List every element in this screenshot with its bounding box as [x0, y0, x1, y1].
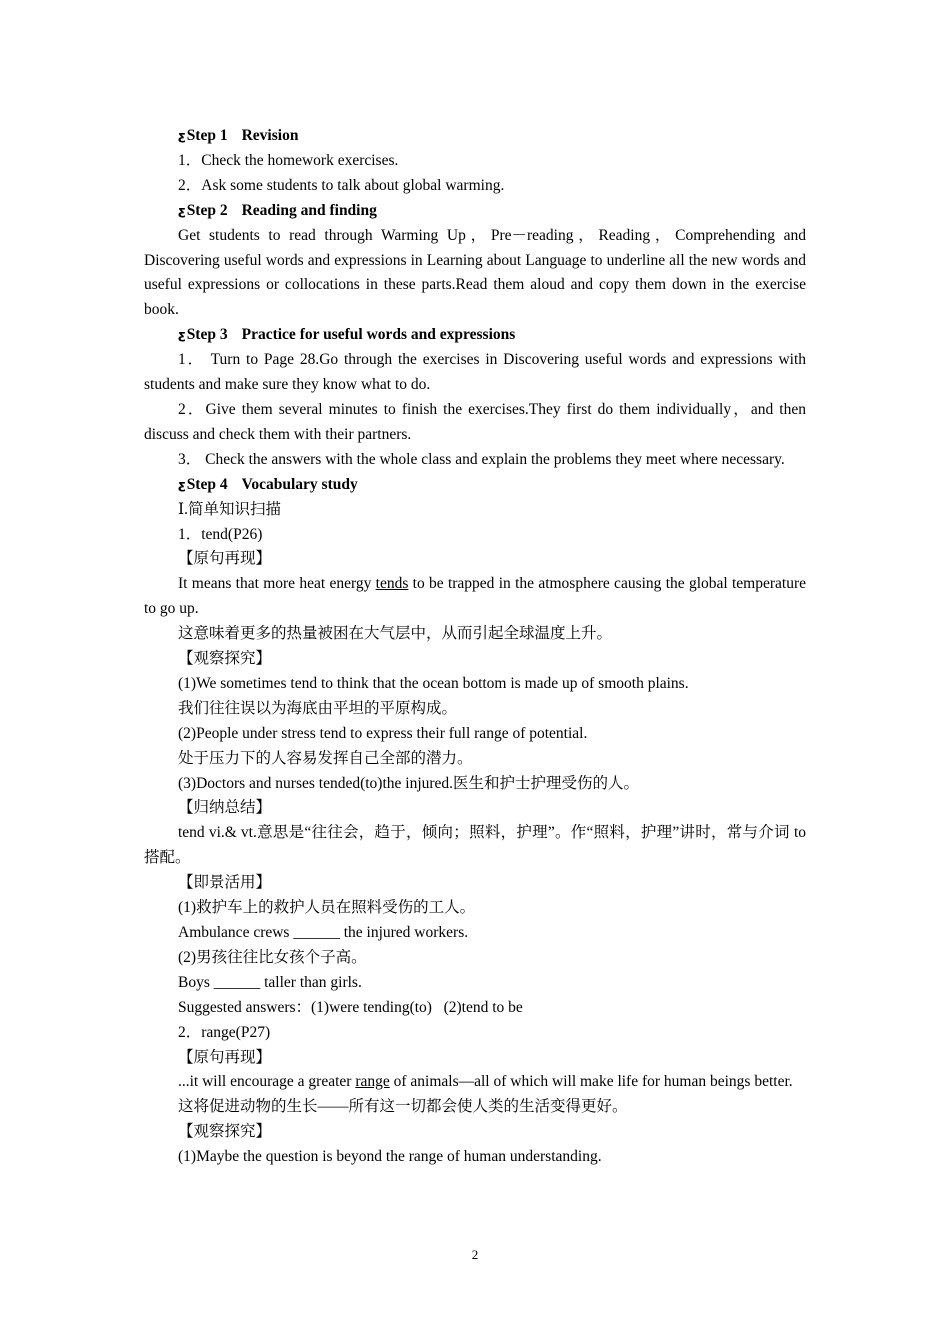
step-title: Step 4 [186, 475, 228, 493]
step-name: Vocabulary study [241, 475, 358, 493]
step-marker-icon: ƹ [178, 129, 186, 143]
step3-item-2: 2．Give them several minutes to finish the exercises.They first do them individually，and then discuss and check them with their partners. [144, 400, 806, 443]
step2-paragraph: Get students to read through Warming Up，Pre－reading，Reading，Comprehending and Discovering useful words and expressions in Learning about Language to underline all the new words and useful expressions or collocations in these parts.Read them aloud and copy them down in the exercise book. [144, 226, 806, 319]
step2-heading [144, 199, 806, 224]
step3-item-3: 3． Check the answers with the whole class and explain the problems they meet where necessary. [178, 450, 785, 468]
tend-label-observe: 【观察探究】 [178, 650, 272, 668]
page-content [144, 124, 806, 1170]
step1-heading [144, 124, 806, 149]
tend-heading: 1．tend(P26) [178, 525, 263, 543]
step-title: Step 2 [186, 201, 228, 219]
tend-question-1-translation: (1)救护车上的救护人员在照料受伤的工人。 [178, 899, 476, 917]
tend-question-2: Boys ______ taller than girls. [178, 973, 362, 991]
step-marker-icon: ƹ [178, 477, 186, 492]
tend-label-original: 【原句再现】 [178, 550, 272, 568]
range-heading: 2．range(P27) [178, 1023, 271, 1041]
tend-example-3: (3)Doctors and nurses tended(to)the injured.医生和护士护理受伤的人。 [178, 774, 640, 792]
step-name: Revision [241, 127, 299, 144]
step3-heading [144, 323, 806, 348]
step4-heading [144, 473, 806, 498]
tend-example-1: (1)We sometimes tend to think that the ocean bottom is made up of smooth plains. [178, 674, 689, 692]
tend-example-1-translation: 我们往往误以为海底由平坦的平原构成。 [178, 699, 458, 717]
range-original-translation: 这将促进动物的生长——所有这一切都会使人类的生活变得更好。 [178, 1098, 628, 1116]
range-label-original: 【原句再现】 [178, 1048, 272, 1066]
tend-example-2: (2)People under stress tend to express their full range of potential. [178, 724, 588, 742]
section-heading: Ⅰ.简单知识扫描 [178, 500, 281, 518]
tend-label-summary: 【归纳总结】 [178, 799, 272, 817]
underlined-word: range [355, 1073, 390, 1091]
step-title: Step 1 [186, 127, 228, 144]
tend-original-sentence: It means that more heat energy tends to be trapped in the atmosphere causing the global temperature to go up. [144, 575, 806, 618]
step-marker-icon: ƹ [178, 328, 186, 343]
range-example-1: (1)Maybe the question is beyond the range of human understanding. [178, 1148, 602, 1166]
tend-example-2-translation: 处于压力下的人容易发挥自己全部的潜力。 [178, 749, 473, 767]
page-number: 2 [471, 1247, 479, 1262]
tend-question-2-translation: (2)男孩往往比女孩个子高。 [178, 948, 367, 966]
tend-summary: tend vi.& vt.意思是“往往会，趋于，倾向；照料，护理”。作“照料，护理”讲时，常与介词 to 搭配。 [144, 824, 806, 867]
tend-answers: Suggested answers：(1)were tending(to) (2)tend to be [178, 998, 523, 1016]
step-marker-icon: ƹ [178, 203, 186, 218]
step1-item-2: 2．Ask some students to talk about global warming. [178, 176, 505, 194]
tend-question-1: Ambulance crews ______ the injured workers. [178, 924, 469, 941]
range-label-observe: 【观察探究】 [178, 1123, 272, 1141]
tend-label-apply: 【即景活用】 [178, 874, 272, 892]
step1-item-1: 1．Check the homework exercises. [178, 151, 399, 169]
underlined-word: tends [375, 575, 409, 593]
step-name: Practice for useful words and expressions [241, 326, 516, 344]
range-original-sentence: ...it will encourage a greater range of animals—all of which will make life for human beings better. [178, 1073, 793, 1091]
tend-original-translation: 这意味着更多的热量被困在大气层中，从而引起全球温度上升。 [178, 625, 613, 643]
step3-item-1: 1． Turn to Page 28.Go through the exercises in Discovering useful words and expressions with students and make sure they know what to do. [144, 351, 806, 394]
step-name: Reading and finding [241, 201, 377, 219]
step-title: Step 3 [186, 326, 228, 344]
